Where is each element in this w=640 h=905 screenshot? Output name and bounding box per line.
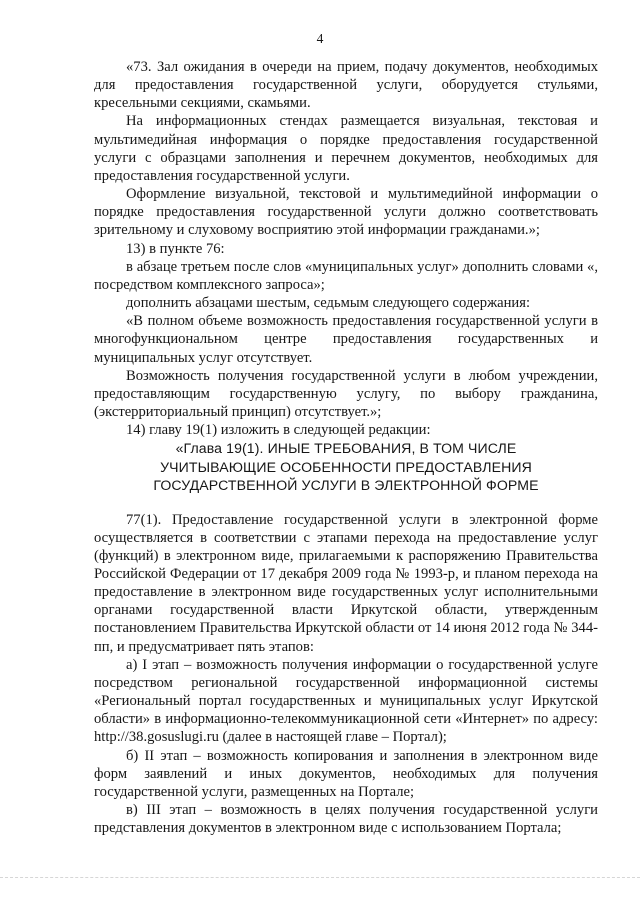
paragraph-73: «73. Зал ожидания в очереди на прием, подачу документов, необходимых для предоставления государственной услуги, оборудуется стульями, кресельными секциями, скамьями. — [94, 59, 598, 112]
document-body — [94, 58, 598, 837]
paragraph-third-abzac: в абзаце третьем после слов «муниципальных услуг» дополнить словами «, посредством комплексного запроса»; — [94, 258, 598, 293]
paragraph-stage-2: б) II этап – возможность копирования и заполнения в электронном виде форм заявлений и иных документов, необходимых для получения государственной услуги, размещенных на Портале; — [94, 747, 598, 800]
paragraph-info-design: Оформление визуальной, текстовой и мультимедийной информации о порядке предоставления государственной услуги должно соответствовать зрительному и слуховому восприятию этой информации гражданами.»; — [94, 186, 598, 239]
chapter-heading-line-3: ГОСУДАРСТВЕННОЙ УСЛУГИ В ЭЛЕКТРОННОЙ ФОРМЕ — [153, 477, 539, 494]
chapter-heading — [94, 439, 598, 494]
paragraph-add-abzacs: дополнить абзацами шестым, седьмым следующего содержания: — [126, 295, 531, 312]
paragraph-77-1: 77(1). Предоставление государственной услуги в электронной форме осуществляется в соответствии с этапами перехода на предоставление услуг (функций) в электронном виде, прилагаемыми к распоряжению Правительства Российской Федерации от 17 декабря 2009 года № 1993-р, и планом перехода на предоставление в электронном виде государственных услуг исполнительными органами государственной власти Иркутской области, утвержденным постановлением Правительства Иркутской области от 14 июня 2012 года № 344-пп, и предусматривает пять этапов: — [94, 511, 598, 655]
chapter-heading-line-2: УЧИТЫВАЮЩИЕ ОСОБЕННОСТИ ПРЕДОСТАВЛЕНИЯ — [160, 458, 532, 475]
paragraph-exterritorial: Возможность получения государственной услуги в любом учреждении, предоставляющим государственную услугу, по выбору гражданина, (экстерриториальный принцип) отсутствует.»; — [94, 367, 598, 420]
paragraph-item-14: 14) главу 19(1) изложить в следующей редакции: — [126, 422, 431, 439]
paragraph-stage-1: а) I этап – возможность получения информации о государственной услуге посредством региональной государственной информационной системы «Региональный портал государственных и муниципальных услуг Иркутской области» в информационно-телекоммуникационной сети «Интернет» по адресу: http://38.gosuslugi.ru (далее в настоящей главе – Портал); — [94, 656, 598, 746]
chapter-heading-line-1: «Глава 19(1). ИНЫЕ ТРЕБОВАНИЯ, В ТОМ ЧИСЛЕ — [175, 440, 517, 457]
page-number: 4 — [316, 31, 324, 46]
paragraph-stage-3: в) III этап – возможность в целях получения государственной услуги представления документов в электронном виде с использованием Портала; — [94, 802, 598, 837]
paragraph-item-13: 13) в пункте 76: — [126, 240, 225, 257]
paragraph-mfc: «В полном объеме возможность предоставления государственной услуги в многофункциональном центре предоставления государственных и муниципальных услуг отсутствует. — [94, 313, 598, 366]
scan-edge-line — [0, 877, 640, 879]
paragraph-info-stands: На информационных стендах размещается визуальная, текстовая и мультимедийная информация о порядке предоставления государственной услуги с образцами заполнения и перечнем документов, необходимых для предоставления государственной услуги. — [94, 113, 598, 184]
